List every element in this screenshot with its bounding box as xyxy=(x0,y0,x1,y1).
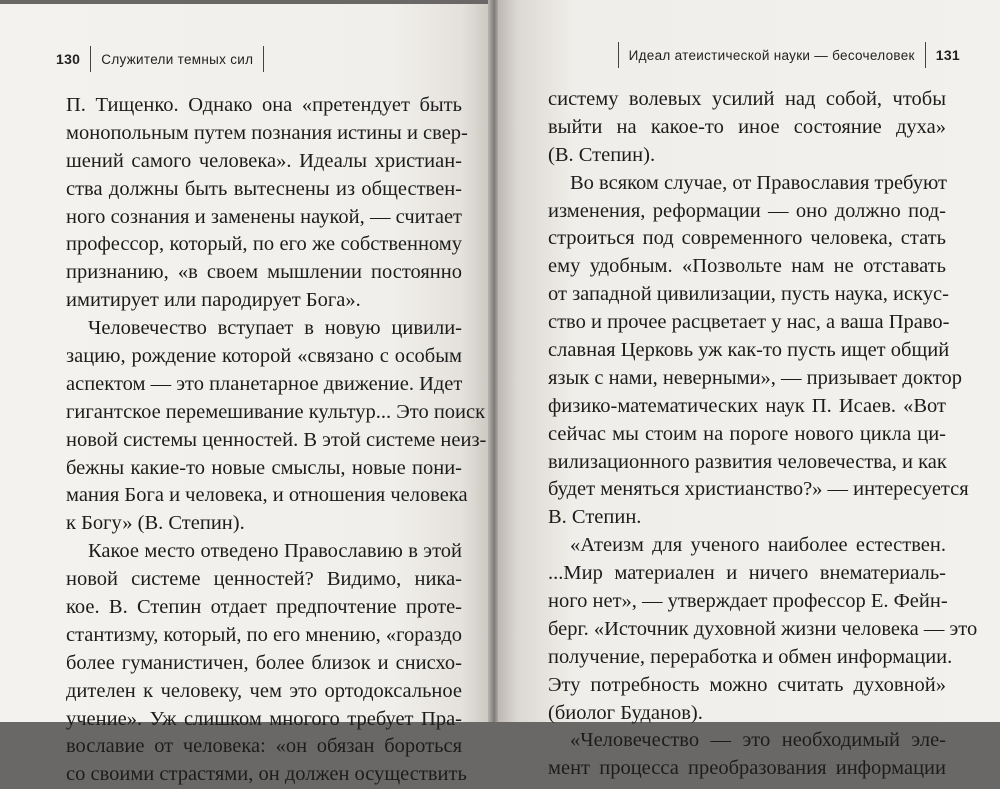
text-line: ного нет», — утверждает профессор Е. Фейн- xyxy=(548,590,948,613)
left-page-number: 130 xyxy=(56,51,81,67)
right-running-title: Идеал атеистической науки — бесочеловек xyxy=(628,47,915,63)
text-line: учение». Уж слишком многого требует Пра- xyxy=(66,707,462,730)
right-page xyxy=(498,0,1000,780)
text-line: от западной цивилизации, пусть наука, искус- xyxy=(548,283,949,306)
text-line: монопольным путем познания истины и свер- xyxy=(66,121,468,144)
text-line: бежны какие-то новые смыслы, новые пони- xyxy=(66,456,462,479)
header-divider xyxy=(618,42,619,68)
text-line: П. Тищенко. Однако она «претендует быть xyxy=(66,94,462,116)
left-page-body xyxy=(66,92,487,789)
text-line: славная Церковь уж как-то пусть ищет общий xyxy=(548,339,950,362)
text-line: вославие от человека: «он обязан бороться xyxy=(66,735,462,758)
text-line: шений самого человека». Идеалы христиан- xyxy=(66,149,462,172)
text-line: кое. В. Степин отдает предпочтение протe- xyxy=(66,596,462,619)
text-line: «Человечество — это необходимый эле- xyxy=(570,729,946,752)
header-divider xyxy=(263,46,264,72)
left-page-header xyxy=(56,46,274,72)
text-line: гигантское перемешивание культур... Это поиск xyxy=(66,400,486,423)
text-line: к Богу» (В. Степин). xyxy=(66,512,245,535)
text-line: аспектом — это планетарное движение. Идет xyxy=(66,372,463,395)
text-line: признанию, «в своем мышлении постоянно xyxy=(66,261,462,284)
right-page-header xyxy=(608,42,960,68)
text-line: Во всяком случае, от Православия требуют xyxy=(570,171,947,194)
text-line: более гуманистичен, более близок и снисхо- xyxy=(66,651,462,674)
right-page-number: 131 xyxy=(935,47,960,63)
text-line: Какое место отведено Православию в этой xyxy=(88,540,462,563)
text-line: В. Степин. xyxy=(548,506,642,529)
left-page xyxy=(0,4,492,786)
text-line: дителен к человеку, чем это ортодоксальное xyxy=(66,679,462,702)
text-line: новой системе ценностей? Видимо, ника- xyxy=(66,568,462,591)
text-line: стантизму, который, по его мнению, «гораздо xyxy=(66,623,463,646)
right-page-body xyxy=(548,86,978,783)
text-line: ство и прочее расцветает у нас, а ваша Право- xyxy=(548,311,950,334)
left-running-title: Служители темных сил xyxy=(101,51,254,67)
header-divider xyxy=(925,42,926,68)
text-line: зацию, рождение которой «связано с особым xyxy=(66,345,462,368)
text-line: вилизационного развития человечества, и как xyxy=(548,450,947,473)
text-line: ного сознания и заменены наукой, — считает xyxy=(66,205,462,228)
text-line: получение, переработка и обмен информации. xyxy=(548,645,953,668)
text-line: мания Бога и человека, и отношения человека xyxy=(66,484,468,507)
text-line: новой системы ценностей. В этой системе неиз- xyxy=(66,428,487,451)
text-line: берг. «Источник духовной жизни человека — это xyxy=(548,617,978,640)
text-line: имитирует или пародирует Бога». xyxy=(66,289,361,312)
text-line: изменения, реформации — оно должно под- xyxy=(548,199,946,222)
text-line: выйти на какое-то иное состояние духа» xyxy=(548,115,946,138)
text-line: (биолог Буданов). xyxy=(548,701,703,724)
text-line: систему волевых усилий над собой, чтобы xyxy=(548,88,946,110)
text-line: ства должны быть вытеснены из обществен- xyxy=(66,177,462,200)
text-line: Эту потребность можно считать духовной» xyxy=(548,673,946,696)
text-line: язык с нами, неверными», — призывает доктор xyxy=(548,366,962,389)
text-line: сейчас мы стоим на пороге нового цикла ци- xyxy=(548,422,946,445)
text-line: будет меняться христианство?» — интересуется xyxy=(548,478,969,501)
text-line: ему удобным. «Позвольте нам не отставать xyxy=(548,255,946,278)
text-line: профессор, который, по его же собственному xyxy=(66,233,462,256)
text-line: ...Мир материален и ничего внематериаль- xyxy=(548,562,946,585)
text-line: строиться под современного человека, стать xyxy=(548,227,946,250)
text-line: (В. Степин). xyxy=(548,143,656,166)
text-line: «Атеизм для ученого наиболее естествен. xyxy=(570,534,946,557)
text-line: мент процесса преобразования информации xyxy=(548,757,946,780)
header-divider xyxy=(90,46,91,72)
text-line: со своими страстями, он должен осуществить xyxy=(66,763,467,786)
text-line: Человечество вступает в новую цивили- xyxy=(88,317,462,340)
text-line: физико-математических наук П. Исаев. «Вот xyxy=(548,394,946,417)
